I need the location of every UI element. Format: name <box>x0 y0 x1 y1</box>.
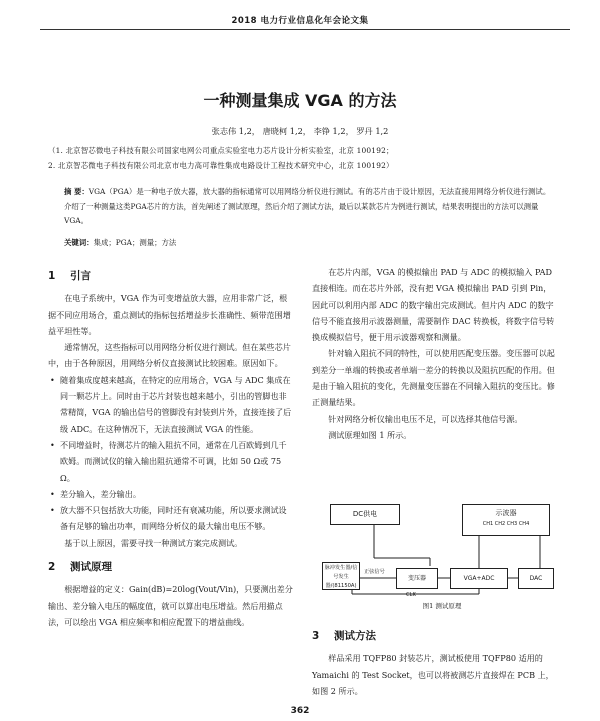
input-signal-label: 正弦信号 <box>364 569 385 575</box>
figure-1-diagram <box>322 498 562 613</box>
keywords-label: 关键词： <box>64 238 94 247</box>
bullet-item: • 随着集成度越来越高，在特定的应用场合，VGA 与 ADC 集成在同一颗芯片上。同时由于芯片封装也越来越小，引出的管脚也非常精简，VGA 的输出信号的管脚没有封装到片外，直接连接了后级 ADC。在这种情况下，无法直接测试 VGA 的性能。 <box>48 372 293 437</box>
vga-adc-box: VGA+ADC <box>450 568 508 589</box>
intro-paragraph-2: 通常情况，这些指标可以用网络分析仪进行测试。但在某些芯片中，由于各种原因，用网络分析仪直接测试比较困难。原因如下。 <box>48 342 291 369</box>
keywords-text: 集成；PGA；测量；方法 <box>93 238 177 247</box>
bullet-item: • 差分输入，差分输出。 <box>48 486 293 502</box>
clock-label: CLK <box>406 592 416 598</box>
oscilloscope-channels: CH1 CH2 CH3 CH4 <box>482 521 530 527</box>
right-paragraph-1: 在芯片内部，VGA 的模拟输出 PAD 与 ADC 的模拟输入 PAD 直接相连。而在芯片外部，没有把 VGA 模拟输出 PAD 引到 Pin，因此可以利用内部 ADC 的数字输出完成测试。但片内 ADC 的数字信号不能直接用示波器测量，需要制作 DAC 转换板，将数字信号转换成模拟信号，便于用示波器观察和测量。 <box>312 267 555 343</box>
section-3-heading: 3 测试方法 <box>312 630 376 642</box>
signal-source-box: 脉冲发生器/信号发生器/(81150A) <box>322 562 360 590</box>
section-1-heading: 1 引言 <box>48 270 91 282</box>
abstract <box>64 185 554 229</box>
intro-paragraph-1: 在电子系统中，VGA 作为可变增益放大器，应用非常广泛，根据不同应用场合，重点测试的指标包括增益步长准确性、频带范围增益平坦性等。 <box>48 293 291 336</box>
author-list: 张志伟 1,2， 唐晓柯 1,2， 李铮 1,2， 罗丹 1,2 <box>211 126 389 136</box>
figure-1-caption: 图1 测试原理 <box>422 602 462 610</box>
right-column-bottom <box>312 628 557 699</box>
principle-paragraph: 根据增益的定义：Gain(dB)=20log(Vout/Vin)，只要测出差分输出、差分输入电压的幅度值，就可以算出电压增益。然后用描点法，可以绘出 VGA 相应频率和相应配置下的增益曲线。 <box>48 584 293 627</box>
page-number: 362 <box>290 706 310 716</box>
section-2-heading: 2 测试原理 <box>48 561 112 574</box>
right-paragraph-3: 针对网络分析仪输出电压不足，可以选择其他信号源。 <box>328 413 523 424</box>
affiliation-1: （1. 北京智芯微电子科技有限公司国家电网公司重点实验室电力芯片设计分析实验室，北京 100192； <box>48 146 394 155</box>
right-column-top <box>312 264 557 443</box>
left-column <box>48 268 293 630</box>
paper-title: 一种测量集成 VGA 的方法 <box>203 91 397 110</box>
header-rule <box>40 29 570 30</box>
abstract-text: VGA（PGA）是一种电子放大器，放大器的指标通常可以用网络分析仪进行测试。有的芯片由于设计原因，无法直接用网络分析仪进行测试。介绍了一种测量这类PGA芯片的方法，首先阐述了测试原理，然后介绍了测试方法，最后以某款芯片为例进行测试，结果表明提出的方法可以测量 VGA。 <box>64 187 551 225</box>
bullet-item: • 放大器不只包括放大功能，同时还有衰减功能，所以要求测试设备有足够的输出功率，而网络分析仪的最大输出电压不够。 <box>48 502 293 535</box>
running-header: 2018 电力行业信息化年会论文集 <box>231 16 369 26</box>
oscilloscope-box <box>462 504 550 536</box>
intro-paragraph-3: 基于以上原因，需要寻找一种测试方案完成测试。 <box>64 537 243 548</box>
dac-box: DAC <box>518 568 554 589</box>
dc-supply-box: DC供电 <box>330 504 400 525</box>
affiliation-2: 2. 北京智芯微电子科技有限公司北京市电力高可靠性集成电路设计工程技术研究中心，北京 100192） <box>48 161 394 170</box>
bullet-item: • 不同增益时，待测芯片的输入阻抗不同，通常在几百欧姆到几千欧姆。而测试仪的输入输出阻抗通常不可调，比如 50 Ω或 75 Ω。 <box>48 437 293 486</box>
method-paragraph: 样品采用 TQFP80 封装芯片，测试板使用 TQFP80 适用的 Yamaichi 的 Test Socket，也可以将被测芯片直接焊在 PCB 上，如图 2 所示。 <box>312 653 554 696</box>
abstract-label: 摘 要： <box>64 187 89 196</box>
oscilloscope-label: 示波器 <box>495 509 517 517</box>
right-paragraph-4: 测试原理如图 1 所示。 <box>328 429 412 440</box>
right-paragraph-2: 针对输入阻抗不同的特性，可以使用匹配变压器。变压器可以起到差分一单端的转换或者单端一差分的转换以及阻抗匹配的作用。但是由于输入阻抗的变化，先测量变压器在不同输入阻抗的变压比。修正测量结果。 <box>312 348 555 408</box>
transformer-box: 变压器 <box>396 568 438 589</box>
keywords <box>64 237 554 248</box>
